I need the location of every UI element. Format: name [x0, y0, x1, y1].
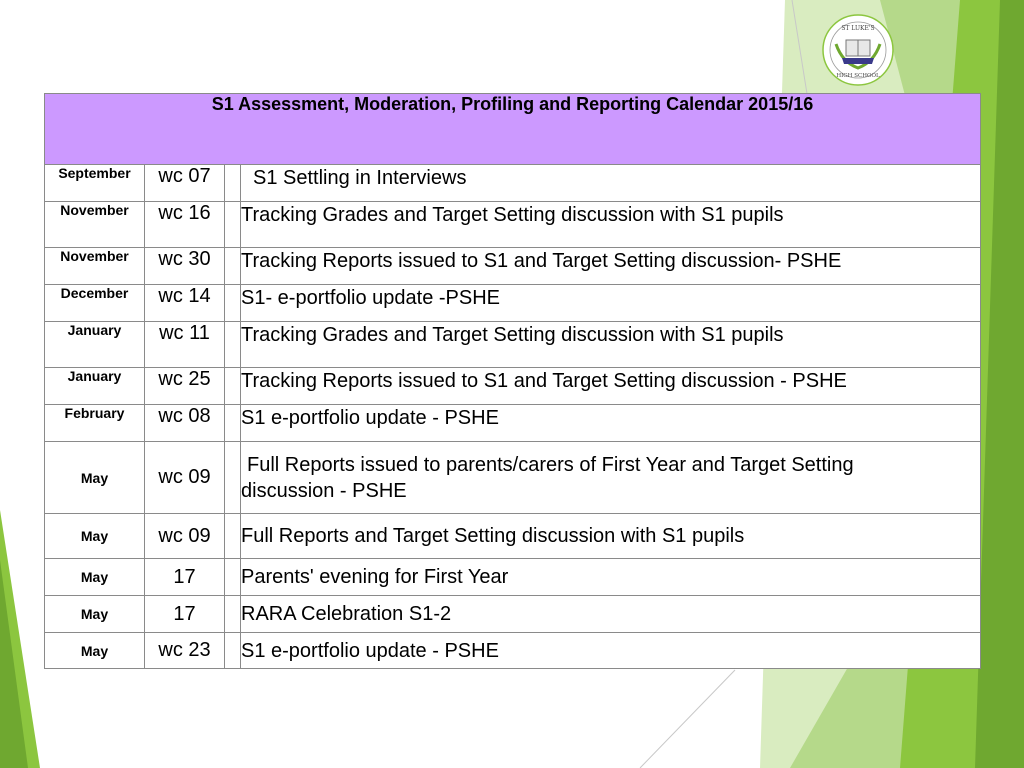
week-cell: wc 25 [145, 368, 225, 405]
page-title: S1 Assessment, Moderation, Profiling and Reporting Calendar 2015/16 [45, 94, 981, 165]
event-cell: Parents' evening for First Year [241, 559, 981, 596]
spacer-cell [225, 368, 241, 405]
month-cell: February [45, 405, 145, 442]
week-cell: wc 11 [145, 322, 225, 368]
spacer-cell [225, 633, 241, 669]
table-row [45, 165, 981, 202]
event-cell: S1 Settling in Interviews [241, 165, 981, 202]
month-cell: May [45, 514, 145, 559]
table-row [45, 405, 981, 442]
week-cell: wc 08 [145, 405, 225, 442]
month-cell: November [45, 202, 145, 248]
table-row [45, 322, 981, 368]
event-cell: S1 e-portfolio update - PSHE [241, 405, 981, 442]
month-cell: January [45, 322, 145, 368]
event-cell: Full Reports and Target Setting discussion with S1 pupils [241, 514, 981, 559]
table-row [45, 633, 981, 669]
month-cell: May [45, 559, 145, 596]
month-cell: November [45, 248, 145, 285]
calendar-table [44, 93, 981, 669]
week-cell: 17 [145, 596, 225, 633]
event-cell: Tracking Grades and Target Setting discussion with S1 pupils [241, 322, 981, 368]
month-cell: September [45, 165, 145, 202]
table-row [45, 202, 981, 248]
spacer-cell [225, 559, 241, 596]
school-crest-icon [822, 14, 894, 86]
week-cell: wc 14 [145, 285, 225, 322]
week-cell: wc 30 [145, 248, 225, 285]
spacer-cell [225, 405, 241, 442]
week-cell: wc 16 [145, 202, 225, 248]
event-text-line: discussion - PSHE [241, 480, 407, 502]
event-text-line: Full Reports issued to parents/carers of First Year and Target Setting [247, 454, 854, 476]
table-row [45, 514, 981, 559]
header-row [45, 94, 981, 165]
svg-text:HIGH SCHOOL: HIGH SCHOOL [836, 73, 880, 79]
week-cell: wc 09 [145, 442, 225, 514]
spacer-cell [225, 248, 241, 285]
svg-text:ST LUKE'S: ST LUKE'S [841, 25, 875, 32]
table-row [45, 248, 981, 285]
week-cell: wc 07 [145, 165, 225, 202]
event-cell: S1- e-portfolio update -PSHE [241, 285, 981, 322]
table-row [45, 596, 981, 633]
spacer-cell [225, 165, 241, 202]
spacer-cell [225, 322, 241, 368]
spacer-cell [225, 596, 241, 633]
table-row [45, 559, 981, 596]
spacer-cell [225, 202, 241, 248]
event-cell: Tracking Grades and Target Setting discussion with S1 pupils [241, 202, 981, 248]
month-cell: December [45, 285, 145, 322]
event-cell: Tracking Reports issued to S1 and Target Setting discussion - PSHE [241, 368, 981, 405]
spacer-cell [225, 442, 241, 514]
event-cell [241, 442, 981, 514]
event-cell: Tracking Reports issued to S1 and Target Setting discussion- PSHE [241, 248, 981, 285]
month-cell: May [45, 442, 145, 514]
table-row [45, 285, 981, 322]
spacer-cell [225, 514, 241, 559]
table-row [45, 368, 981, 405]
event-cell: RARA Celebration S1-2 [241, 596, 981, 633]
event-cell: S1 e-portfolio update - PSHE [241, 633, 981, 669]
spacer-cell [225, 285, 241, 322]
month-cell: May [45, 596, 145, 633]
table-row [45, 442, 981, 514]
week-cell: 17 [145, 559, 225, 596]
week-cell: wc 09 [145, 514, 225, 559]
week-cell: wc 23 [145, 633, 225, 669]
month-cell: January [45, 368, 145, 405]
month-cell: May [45, 633, 145, 669]
